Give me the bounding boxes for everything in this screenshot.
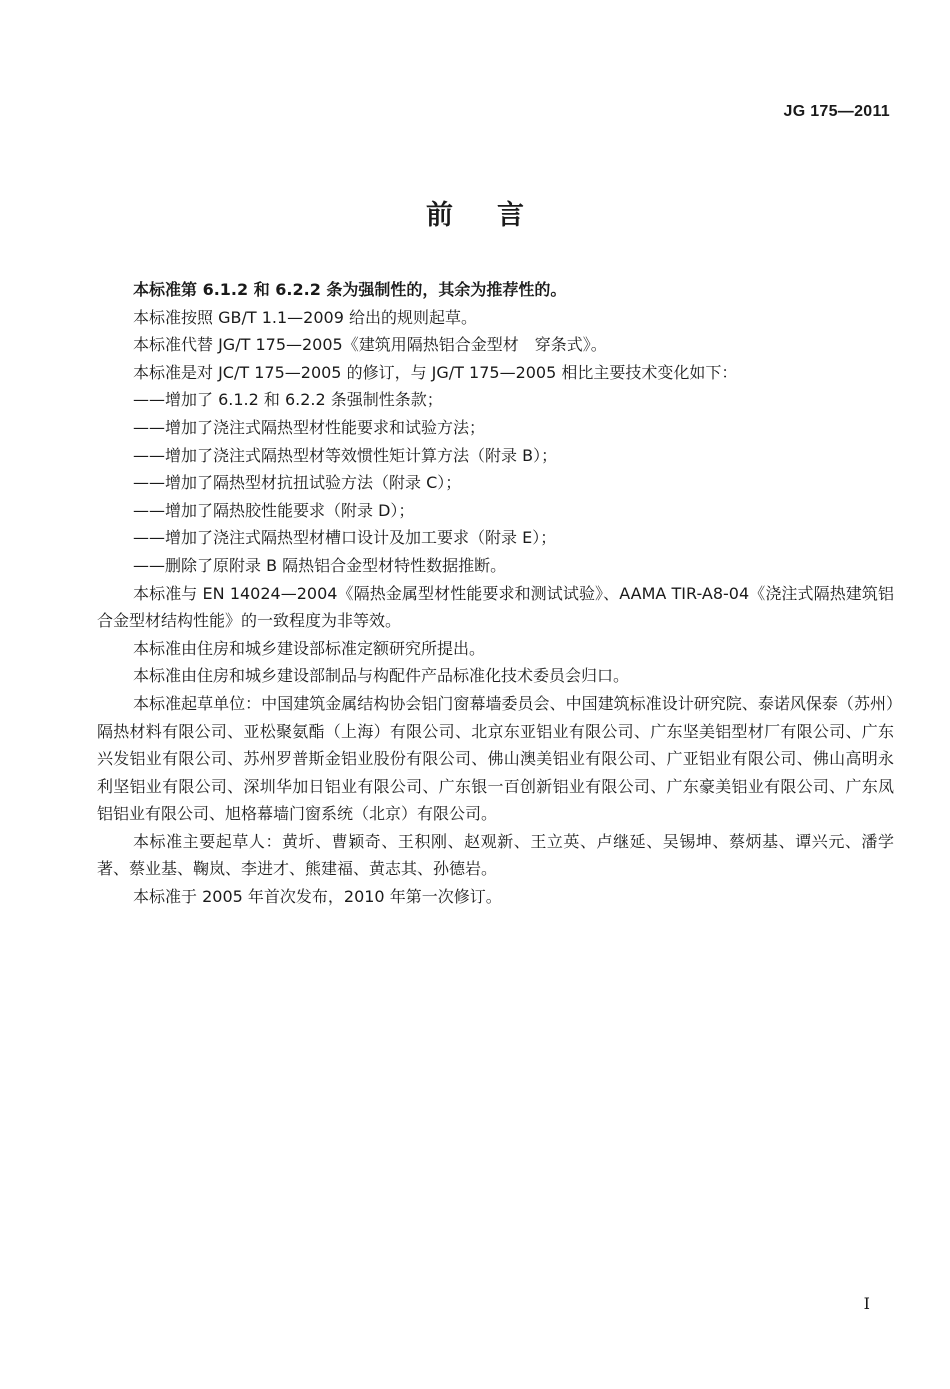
paragraph-proposer: 本标准由住房和城乡建设部标准定额研究所提出。 — [133, 638, 486, 658]
foreword-body — [97, 276, 894, 911]
change-list-item: ——增加了隔热胶性能要求（附录 D）； — [133, 500, 415, 520]
paragraph-replaces: 本标准代替 JG/T 175—2005《建筑用隔热铝合金型材 穿条式》。 — [133, 335, 607, 355]
page-title: 前言 — [426, 200, 568, 231]
change-list-item: ——增加了浇注式隔热型材槽口设计及加工要求（附录 E）； — [133, 528, 557, 548]
paragraph-mandatory-clauses: 本标准第 6.1.2 和 6.2.2 条为强制性的，其余为推荐性的。 — [133, 280, 567, 299]
paragraph-revision-summary: 本标准是对 JC/T 175—2005 的修订，与 JG/T 175—2005 相比主要技术变化如下： — [133, 362, 738, 382]
standard-number: JG 175—2011 — [783, 103, 890, 120]
paragraph-drafters: 本标准主要起草人：黄圻、曹颖奇、王积刚、赵观新、王立英、卢继延、吴锡坤、蔡炳基、谭兴元、潘学著、蔡业基、鞠岚、李进才、熊建福、黄志其、孙德岩。 — [97, 831, 894, 879]
paragraph-drafting-units: 本标准起草单位：中国建筑金属结构协会铝门窗幕墙委员会、中国建筑标准设计研究院、泰诺风保泰（苏州）隔热材料有限公司、亚松聚氨酯（上海）有限公司、北京东亚铝业有限公司、广东坚美铝型材厂有限公司、广东兴发铝业有限公司、苏州罗普斯金铝业股份有限公司、佛山澳美铝业有限公司、广亚铝业有限公司、佛山高明永利坚铝业有限公司、深圳华加日铝业有限公司、广东银一百创新铝业有限公司、广东豪美铝业有限公司、广东凤铝铝业有限公司、旭格幕墙门窗系统（北京）有限公司。 — [97, 693, 894, 824]
change-list-item: ——增加了浇注式隔热型材性能要求和试验方法； — [133, 417, 486, 437]
paragraph-publication-history: 本标准于 2005 年首次发布，2010 年第一次修订。 — [133, 887, 502, 907]
change-list-item: ——删除了原附录 B 隔热铝合金型材特性数据推断。 — [133, 555, 507, 575]
page-number: I — [863, 1294, 870, 1313]
change-list-item: ——增加了 6.1.2 和 6.2.2 条强制性条款； — [133, 390, 443, 410]
paragraph-equivalence: 本标准与 EN 14024—2004《隔热金属型材性能要求和测试试验》、AAMA TIR-A8-04《浇注式隔热建筑铝合金型材结构性能》的一致程度为非等效。 — [97, 583, 894, 631]
paragraph-responsible-committee: 本标准由住房和城乡建设部制品与构配件产品标准化技术委员会归口。 — [133, 666, 630, 686]
change-list-item: ——增加了隔热型材抗扭试验方法（附录 C）； — [133, 473, 462, 493]
paragraph-drafting-rules: 本标准按照 GB/T 1.1—2009 给出的规则起草。 — [133, 307, 477, 327]
change-list-item: ——增加了浇注式隔热型材等效惯性矩计算方法（附录 B）； — [133, 445, 558, 465]
